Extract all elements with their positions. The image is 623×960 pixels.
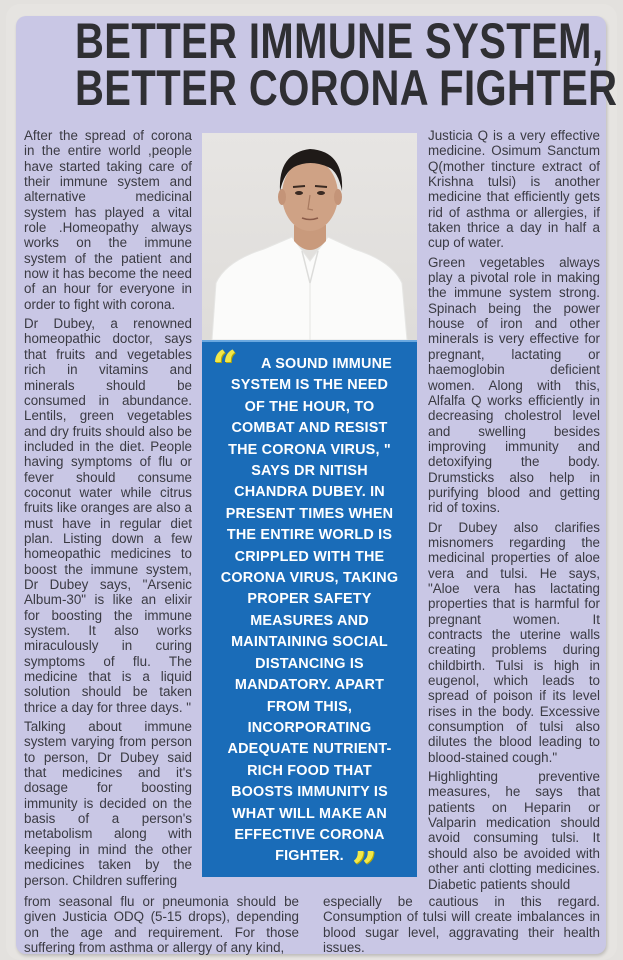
right-paragraph-3: Dr Dubey also clarifies misnomers regarding the medicinal properties of aloe vera and tulsi. He says, "Aloe vera has lactating properties that is harmful for pregnant women. It contracts the uterine walls creating problems during childbirth. Tulsi is high in eugenol, which leads to spread of poison if its level rises in the body. Excessive consumption of tulsi also dilutes the blood leading to blood-stained cough."	[428, 519, 600, 765]
pull-quote-line: THE ENTIRE WORLD IS	[226, 527, 393, 544]
pull-quote-line: CORONA VIRUS, TAKING	[220, 570, 399, 587]
pull-quote-line: CRIPPLED WITH THE	[234, 548, 385, 565]
pull-quote-line: MEASURES AND	[250, 612, 369, 629]
pull-quote-line: FIGHTER.	[275, 848, 344, 865]
pull-quote-line: THE CORONA VIRUS, "	[228, 441, 391, 458]
pull-quote-line: ADEQUATE NUTRIENT-	[227, 741, 392, 758]
article-headline	[75, 13, 618, 116]
left-paragraph-2: Dr Dubey, a renowned homeopathic doctor, says that fruits and vegetables rich in vitamins and minerals should be consumed in abundance. Lentils, green vegetables and dry fruits should also be included in the diet. People having symptoms of flu or fever should consume coconut water while citrus fruits like oranges are also a must have in regular diet plan. Listing down a few homeopathic medicines to boost the immune system, Dr Dubey says, "Arsenic Album-30" is like an elixir for boosting the immune system. It also works miraculously in curing symptoms of flu. The medicine that is a liquid solution should be taken thrice a day for three days. "	[24, 316, 192, 715]
pull-quote-line: SAYS DR NITISH	[251, 463, 368, 480]
right-paragraph-2: Green vegetables always play a pivotal role in making the immune system strong. Spinach being the power house of iron and other minerals is very effective for pregnant, lactating or haemoglobin deficient women. Along with this, Alfalfa Q works efficiently in decreasing cholestrol level and swelling besides improving immunity and detoxifying the body. Drumsticks also help in purifying blood and getting rid of toxins.	[428, 254, 600, 516]
portrait-illustration	[202, 133, 417, 340]
right-paragraph-1: Justicia Q is a very effective medicine. Osimum Sanctum Q(mother tincture extract of Krishna tulsi) is another medicine that efficiently gets rid of asthma or allergies, if taken thrice a day in half a cup of water.	[428, 128, 600, 251]
left-paragraph-3: Talking about immune system varying from person to person, Dr Dubey said that medicines and it's dosage for boosting immunity is decided on the basis of a person's metabolism along with keeping in mind the other medicines taken by the person. Children suffering	[24, 719, 192, 888]
pull-quote-line: FROM THIS,	[266, 698, 353, 715]
pull-quote-line: CHANDRA DUBEY. IN	[234, 484, 385, 501]
pull-quote-line: INCORPORATING	[247, 719, 372, 736]
left-paragraph-1: After the spread of corona in the entire world ,people have started taking care of their immune system and alternative medicinal system has played a vital role .Homeopathy always works on the immune system of the patient and now it has become the need of an hour for everyone in order to fight with corona.	[24, 128, 192, 312]
close-quote-icon: ”	[351, 843, 377, 894]
right-column-continuation: especially be cautious in this regard. Consumption of tulsi will create imbalances in blood sugar level, aggravating their health issues.	[323, 894, 600, 956]
pull-quote-line: MAINTAINING SOCIAL	[231, 634, 388, 651]
pull-quote-line: MANDATORY. APART	[234, 677, 385, 694]
pull-quote-line: EFFECTIVE CORONA	[234, 826, 385, 843]
pull-quote-line: DISTANCING IS	[255, 655, 364, 672]
doctor-photo	[202, 133, 417, 340]
pull-quote-box	[202, 340, 417, 894]
pull-quote-line: PROPER SAFETY	[247, 591, 372, 608]
pull-quote-line: RICH FOOD THAT	[247, 762, 372, 779]
pull-quote-text	[202, 354, 417, 868]
pull-quote-line: PRESENT TIMES WHEN	[225, 505, 394, 522]
headline-line-2: BETTER CORONA FIGHTER	[75, 60, 618, 116]
pull-quote-line: SYSTEM IS THE NEED	[230, 377, 389, 394]
pull-quote-line: BOOSTS IMMUNITY IS	[231, 784, 388, 801]
pull-quote-line: COMBAT AND RESIST	[231, 420, 388, 437]
headline-line-1: BETTER IMMUNE SYSTEM,	[75, 13, 604, 69]
open-quote-icon: “	[212, 342, 238, 393]
left-column-continuation: from seasonal flu or pneumonia should be given Justicia ODQ (5-15 drops), depending on the age and requirement. For those suffering from asthma or allergy of any kind,	[24, 894, 299, 956]
right-column	[428, 128, 600, 896]
left-column	[24, 128, 192, 892]
right-paragraph-4: Highlighting preventive measures, he says that patients on Heparin or Valparin medication should avoid consuming tulsi. It should also be avoided with other anti clotting medicines. Diabetic patients should	[428, 769, 600, 892]
pull-quote-line: OF THE HOUR, TO	[244, 398, 375, 415]
pull-quote-line: A SOUND IMMUNE	[261, 356, 392, 372]
pull-quote-line: WHAT WILL MAKE AN	[231, 805, 387, 822]
